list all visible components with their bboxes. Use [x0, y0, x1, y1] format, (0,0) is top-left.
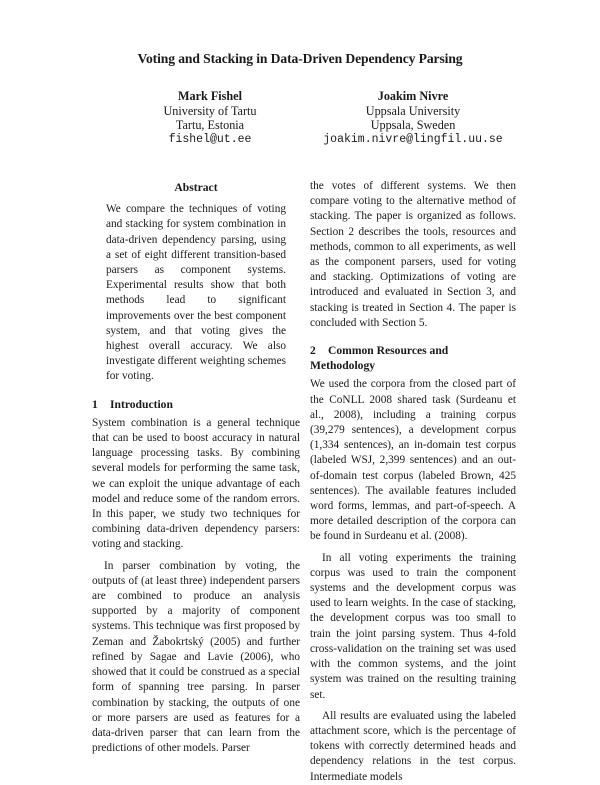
author-affiliation: University of Tartu: [163, 103, 257, 118]
right-column: [310, 179, 516, 785]
author-2: [303, 89, 523, 147]
author-email: joakim.nivre@lingfil.uu.se: [323, 132, 503, 146]
author-name: Joakim Nivre: [377, 89, 449, 103]
author-1: [110, 89, 310, 147]
section-number: 2: [310, 344, 316, 358]
author-name: Mark Fishel: [178, 89, 242, 103]
section-1-heading: [92, 397, 300, 412]
section-1-paragraph-2: In parser combination by voting, the outputs of (at least three) independent parsers are combined to produce an analysis supported by a majority of component systems. This technique was first proposed by Zeman and Žabokrtský (2005) and further refined by Sagae and Lavie (2006), who showed that it could be construed as a special form of spanning tree parsing. In parser combination by stacking, the outputs of one or more parsers are used as features for a data-driven parser that can learn from the predictions of other models. Parser: [92, 559, 300, 755]
paper-title: Voting and Stacking in Data-Driven Dependency Parsing: [137, 51, 463, 66]
section-title: Introduction: [110, 397, 173, 411]
section-number: 1: [92, 397, 98, 411]
abstract-heading: Abstract: [174, 181, 218, 194]
section-2-heading: [310, 343, 516, 373]
section-1-paragraph-1: System combination is a general technique that can be used to boost accuracy in natural language processing tasks. By combining several models for performing the same task, we can exploit the unique advantage of each model and reduce some of the random errors. In this paper, we study two techniques for combining data-driven dependency parsers: voting and stacking.: [92, 416, 300, 551]
author-email: fishel@ut.ee: [168, 132, 252, 146]
left-column: [92, 180, 300, 756]
abstract-text: We compare the techniques of voting and stacking for system combination in data-driven dependency parsing, using a set of eight different transition-based parsers as component systems. Experimental results show that both methods lead to significant improvements over the best component system, and that voting gives the highest overall accuracy. We also investigate different weighting schemes for voting.: [106, 203, 286, 383]
author-location: Tartu, Estonia: [175, 118, 245, 133]
author-location: Uppsala, Sweden: [370, 118, 456, 133]
intro-continuation: the votes of different systems. We then compare voting to the alternative method of stacking. The paper is organized as follows. Section 2 describes the tools, resources and methods, common to all experiments, as well as the component parsers, used for voting and stacking. Optimizations of voting are introduced and evaluated in Section 3, and stacking is treated in Section 4. The paper is concluded with Section 5.: [310, 180, 516, 329]
section-2-paragraph-1: We used the corpora from the closed part of the CoNLL 2008 shared task (Surdeanu et al., 2008), including a training corpus (39,279 sentences), a development corpus (1,334 sentences), an in-domain test corpus (labeled WSJ, 2,399 sentences) and an out-of-domain test corpus (labeled Brown, 425 sentences). The available features included word forms, lemmas, and part-of-speech. A more detailed description of the corpora can be found in Surdeanu et al. (2008).: [310, 378, 516, 543]
section-2-paragraph-2: In all voting experiments the training corpus was used to train the component systems and the development corpus was used to learn weights. In the case of stacking, the development corpus was too small to train the joint parsing system. Thus 4-fold cross-validation on the training set was used with the common systems, and the joint system was trained on the resulting training set.: [310, 551, 516, 701]
section-title: Common Resources and Methodology: [310, 344, 449, 373]
section-2-paragraph-3: All results are evaluated using the labeled attachment score, which is the percentage of tokens with correctly determined heads and dependency relations in the test corpus. Intermediate models: [310, 709, 516, 783]
author-affiliation: Uppsala University: [365, 103, 461, 118]
